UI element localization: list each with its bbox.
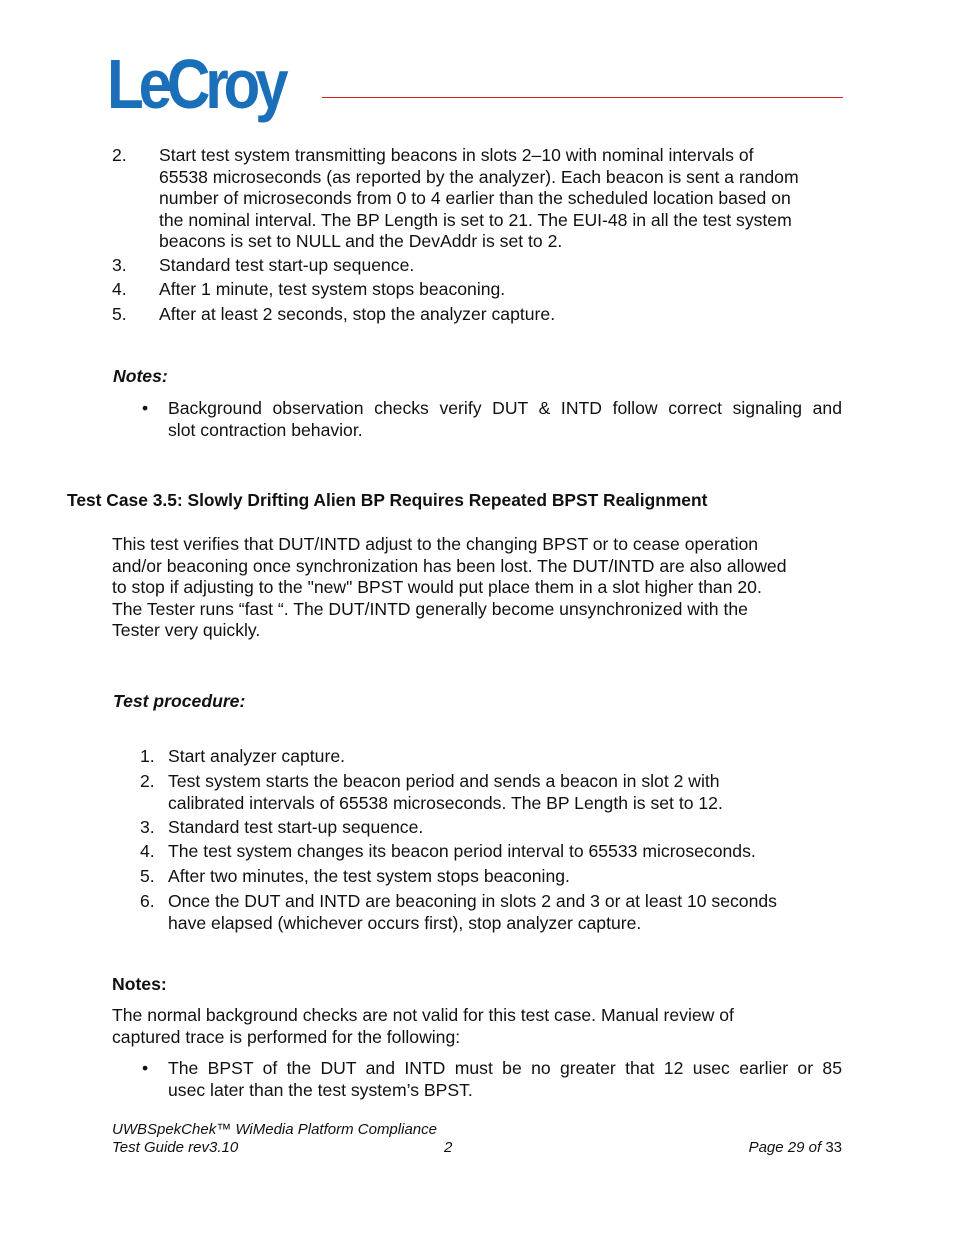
test-case-title: Test Case 3.5: Slowly Drifting Alien BP Requires Repeated BPST Realignment	[67, 490, 708, 510]
text-line: captured trace is performed for the following:	[112, 1026, 461, 1047]
text-line: Standard test start-up sequence.	[168, 817, 424, 837]
text-line: The Tester runs “fast “. The DUT/INTD generally become unsynchronized with the	[112, 598, 748, 619]
list-number: 2.	[140, 771, 155, 791]
list-number: 5.	[140, 866, 155, 886]
text-line: slot contraction behavior.	[168, 419, 363, 440]
list-number: 4.	[112, 279, 127, 299]
text-line: calibrated intervals of 65538 microseconds. The BP Length is set to 12.	[168, 792, 723, 813]
list-number: 3.	[140, 817, 155, 837]
bullet-glyph: •	[142, 398, 149, 418]
text-line: 65538 microseconds (as reported by the analyzer). Each beacon is sent a random	[159, 166, 799, 187]
text-line: This test verifies that DUT/INTD adjust to the changing BPST or to cease operation	[112, 534, 759, 554]
text-line: After at least 2 seconds, stop the analyzer capture.	[159, 304, 556, 324]
text-line: Standard test start-up sequence.	[159, 255, 415, 275]
lecroy-logo: LeCroy	[107, 45, 284, 123]
text-line: After 1 minute, test system stops beaconing.	[159, 279, 506, 299]
procedure-heading: Test procedure:	[113, 691, 246, 711]
text-line: beacons is set to NULL and the DevAddr is set to 2.	[159, 231, 563, 252]
text-line: The BPST of the DUT and INTD must be no greater that 12 usec earlier or 85	[168, 1058, 842, 1078]
text-line: The normal background checks are not valid for this test case. Manual review of	[112, 1005, 734, 1025]
text-line: Test system starts the beacon period and sends a beacon in slot 2 with	[168, 771, 720, 791]
footer-title: UWBSpekChek™ WiMedia Platform Compliance	[112, 1121, 437, 1138]
text-line: usec later than the test system’s BPST.	[168, 1079, 473, 1100]
text-line: and/or beaconing once synchronization has been lost. The DUT/INTD are also allowed	[112, 555, 787, 576]
text-line: Start test system transmitting beacons in slots 2–10 with nominal intervals of	[159, 145, 754, 165]
text-line: to stop if adjusting to the "new" BPST would put place them in a slot higher than 20.	[112, 577, 762, 598]
text-line: Tester very quickly.	[112, 620, 261, 641]
intro-paragraph	[112, 534, 852, 642]
list-number: 6.	[140, 891, 155, 911]
bullet-glyph: •	[142, 1058, 149, 1078]
header-rule	[322, 97, 843, 98]
list-number: 2.	[112, 145, 127, 165]
footer-center-number: 2	[444, 1139, 453, 1156]
text-line: have elapsed (whichever occurs first), stop analyzer capture.	[168, 912, 642, 933]
footer-page-number	[680, 1139, 842, 1157]
page-prefix: Page 29 of	[748, 1139, 822, 1156]
text-line: number of microseconds from 0 to 4 earlier than the scheduled location based on	[159, 188, 791, 209]
notes-heading: Notes:	[113, 366, 168, 386]
text-line: Background observation checks verify DUT & INTD follow correct signaling and	[168, 398, 842, 418]
footer-revision: Test Guide rev3.10	[112, 1139, 239, 1156]
list-number: 3.	[112, 255, 127, 275]
text-line: the nominal interval. The BP Length is set to 21. The EUI-48 in all the test system	[159, 209, 792, 230]
list-number: 1.	[140, 746, 155, 766]
text-line: The test system changes its beacon period interval to 65533 microseconds.	[168, 841, 756, 861]
text-line: After two minutes, the test system stops beaconing.	[168, 866, 570, 886]
notes-heading: Notes:	[112, 974, 167, 994]
list-number: 4.	[140, 841, 155, 861]
page-total: 33	[825, 1139, 842, 1156]
list-number: 5.	[112, 304, 127, 324]
notes-paragraph	[112, 1005, 844, 1048]
text-line: Start analyzer capture.	[168, 746, 346, 766]
text-line: Once the DUT and INTD are beaconing in slots 2 and 3 or at least 10 seconds	[168, 891, 777, 911]
